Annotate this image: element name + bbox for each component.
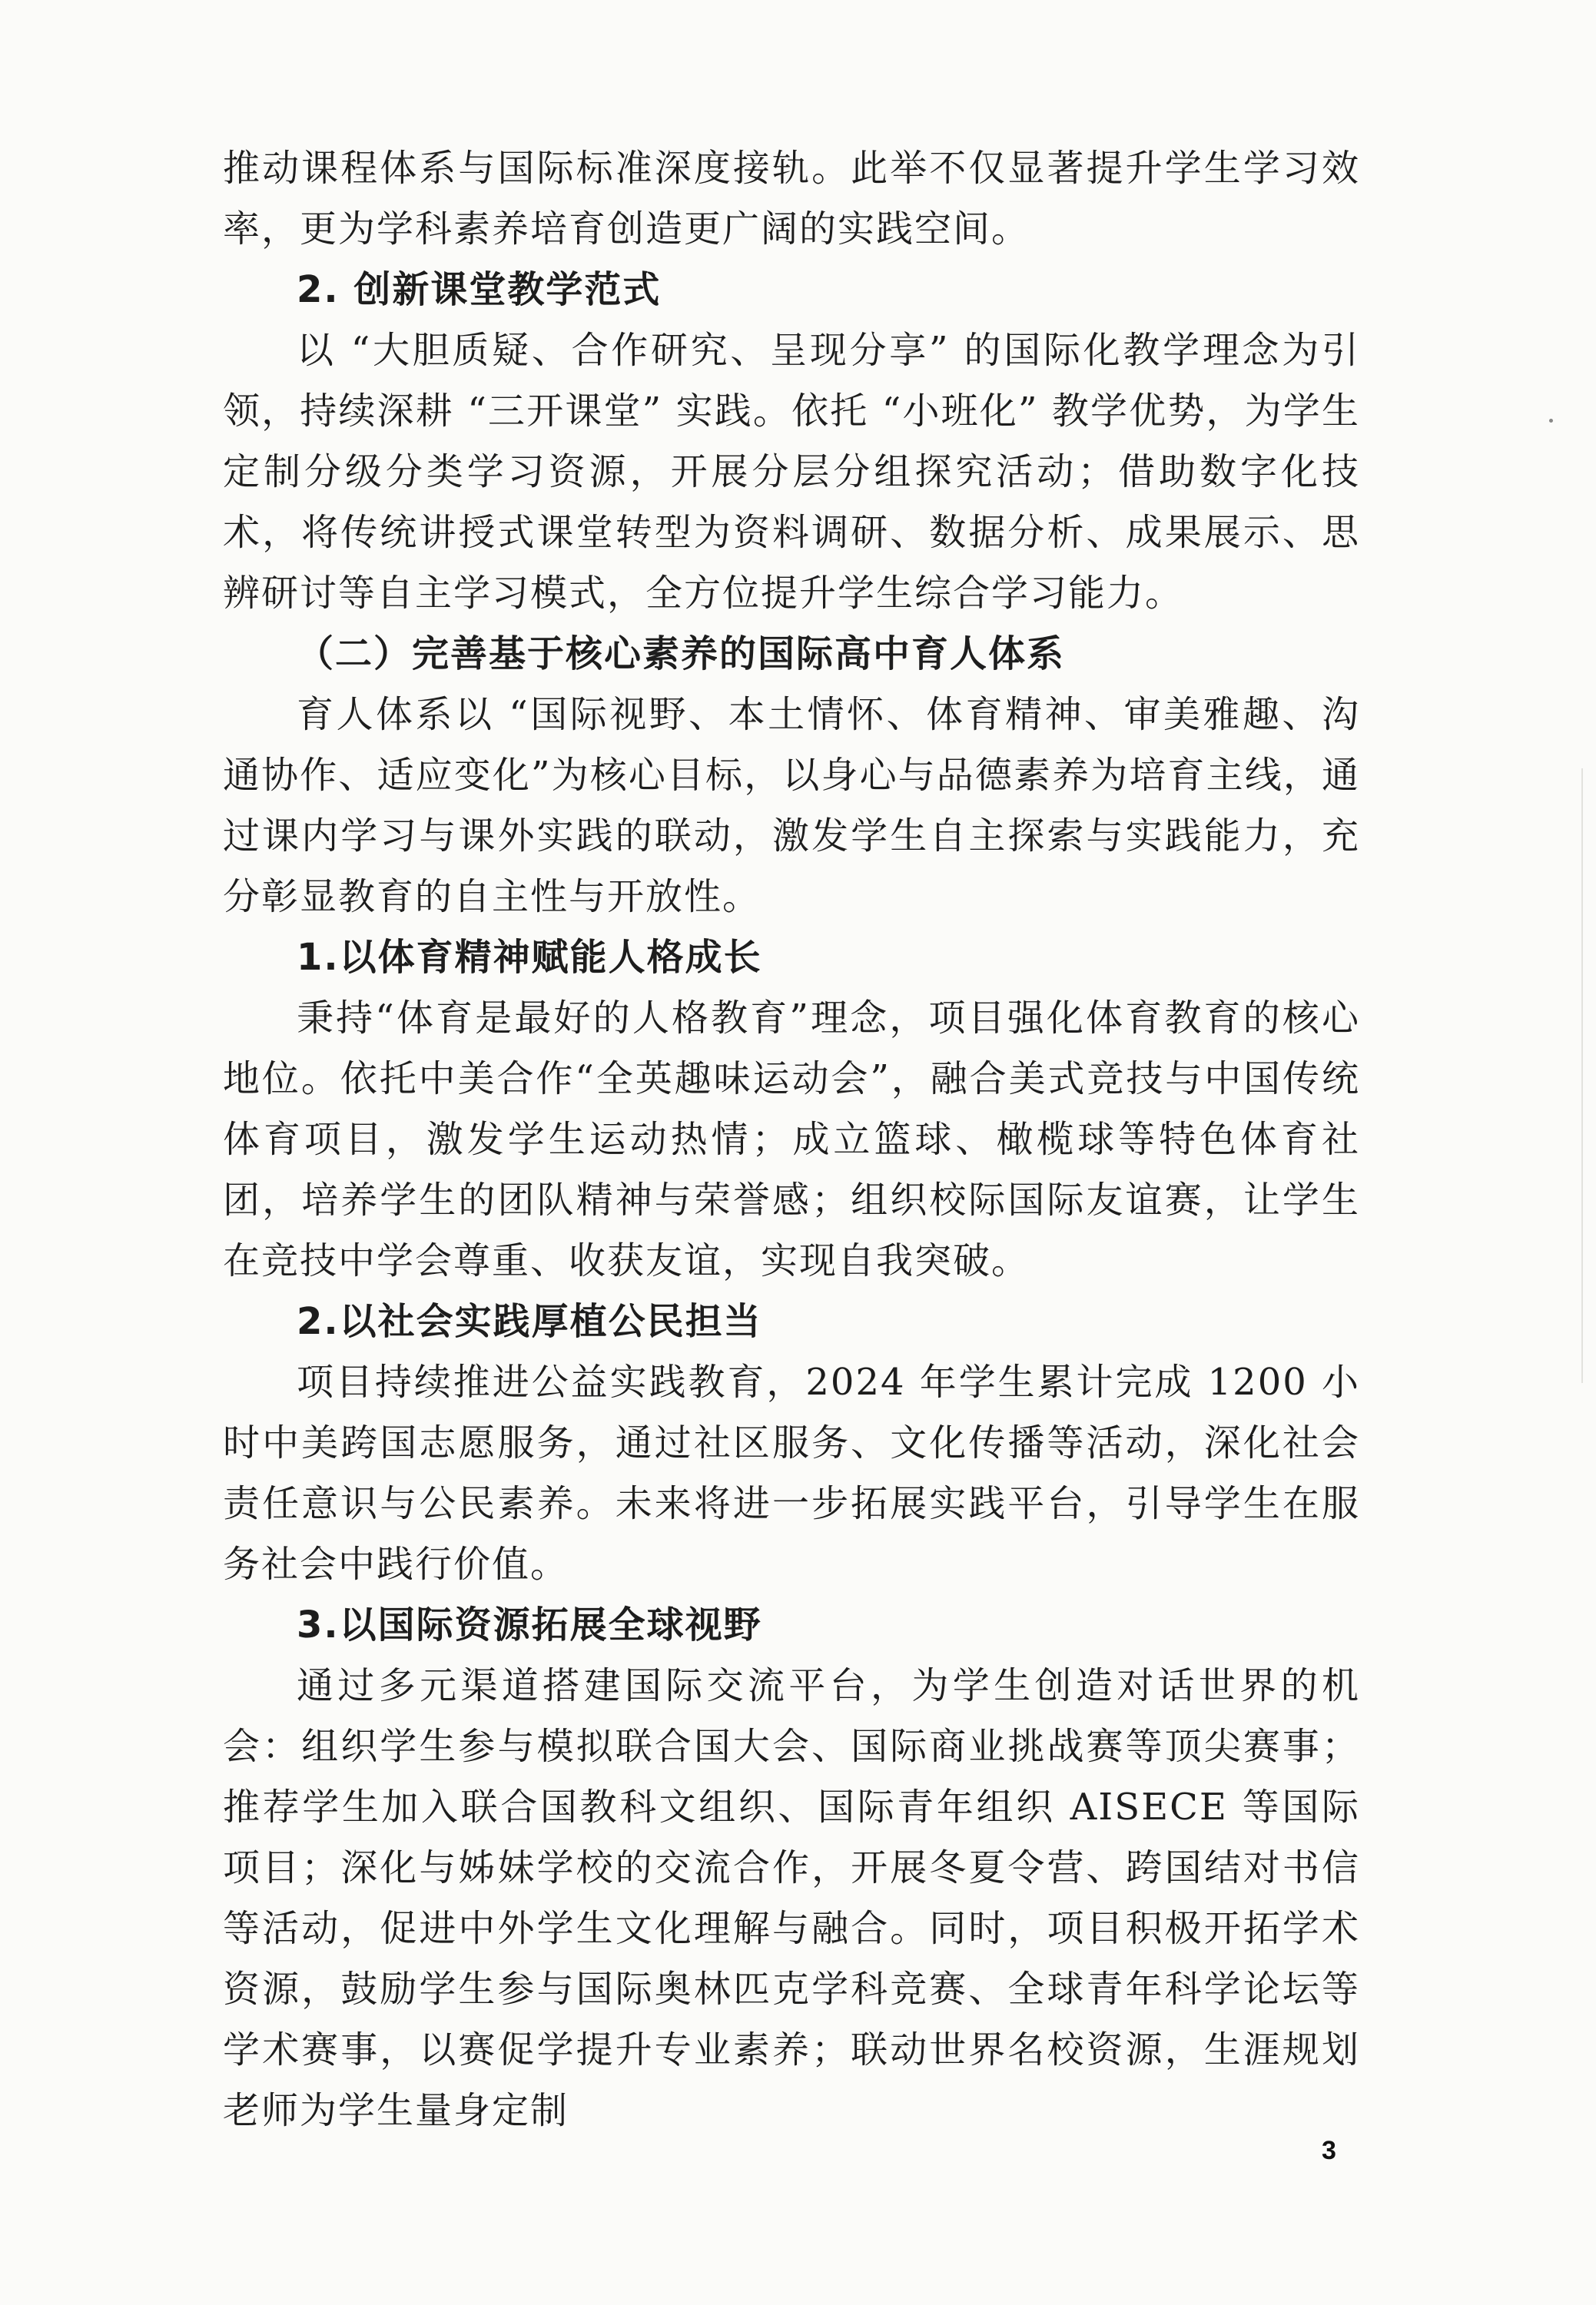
paragraph-teaching-model: 以 “大胆质疑、合作研究、呈现分享” 的国际化教学理念为引领，持续深耕 “三开课堂” 实践。依托 “小班化” 教学优势，为学生定制分级分类学习资源，开展分层分组探究活动；借助数字化技术，将传统讲授式课堂转型为资料调研、数据分析、成果展示、思辨研讨等自主学习模式，全方位提升学生综合学习能力。 [223,329,1360,615]
subheading-global-vision: 3.以国际资源拓展全球视野 [297,1604,762,1647]
page-number: 3 [1322,2136,1336,2165]
subheading-innovative-teaching: 2. 创新课堂教学范式 [297,268,662,311]
paragraph-sports-spirit: 秉持“体育是最好的人格教育”理念，项目强化体育教育的核心地位。依托中美合作“全英趣味运动会”，融合美式竞技与中国传统体育项目，激发学生运动热情；成立篮球、橄榄球等特色体育社团，培养学生的团队精神与荣誉感；组织校际国际友谊赛，让学生在竞技中学会尊重、收获友谊，实现自我突破。 [223,997,1360,1282]
section-heading-education-system: （二）完善基于核心素养的国际高中育人体系 [297,632,1066,675]
paragraph-global-vision: 通过多元渠道搭建国际交流平台，为学生创造对话世界的机会：组织学生参与模拟联合国大会、国际商业挑战赛等顶尖赛事；推荐学生加入联合国教科文组织、国际青年组织 AISECE 等国际项目；深化与姊妹学校的交流合作，开展冬夏令营、跨国结对书信等活动，促进中外学生文化理解与融合。同时，项目积极开拓学术资源，鼓励学生参与国际奥林匹克学科竞赛、全球青年科学论坛等学术赛事，以赛促学提升专业素养；联动世界名校资源，生涯规划老师为学生量身定制 [223,1664,1360,2132]
subheading-social-practice: 2.以社会实践厚植公民担当 [297,1300,762,1343]
paragraph-continuation: 推动课程体系与国际标准深度接轨。此举不仅显著提升学生学习效率，更为学科素养培育创造更广阔的实践空间。 [223,147,1360,250]
scan-mark [1549,419,1553,423]
subheading-sports-spirit: 1.以体育精神赋能人格成长 [297,936,762,979]
paragraph-education-system: 育人体系以 “国际视野、本土情怀、体育精神、审美雅趣、沟通协作、适应变化”为核心目标，以身心与品德素养为培育主线，通过课内学习与课外实践的联动，激发学生自主探索与实践能力，充分彰显教育的自主性与开放性。 [223,693,1360,918]
paragraph-social-practice: 项目持续推进公益实践教育，2024 年学生累计完成 1200 小时中美跨国志愿服务，通过社区服务、文化传播等活动，深化社会责任意识与公民素养。未来将进一步拓展实践平台，引导学生在服务社会中践行价值。 [223,1361,1360,1586]
document-content [223,138,1360,2141]
scan-edge-shadow [1581,768,1583,1383]
